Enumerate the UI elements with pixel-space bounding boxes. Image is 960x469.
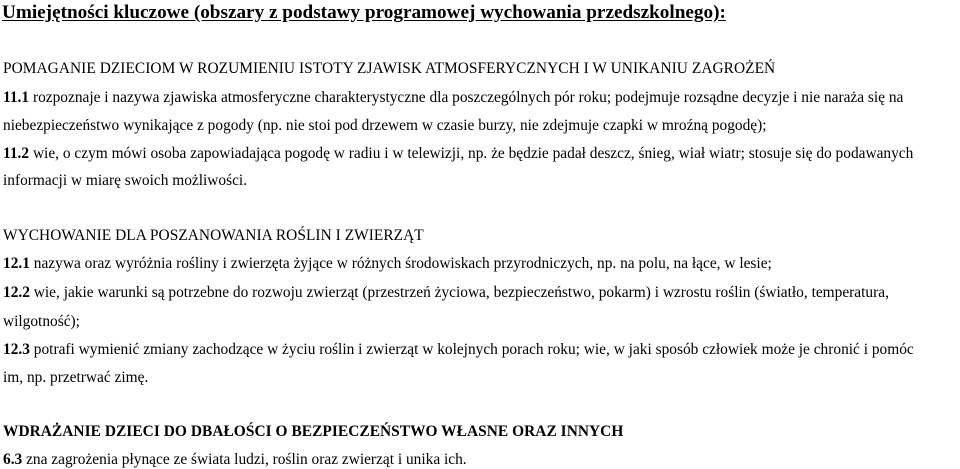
- item-11-1-line-1: [3, 89, 903, 107]
- item-6-3-line-1: [3, 451, 467, 469]
- item-number: 12.1: [3, 255, 30, 272]
- page-title: Umiejętności kluczowe (obszary z podstawy programowej wychowania przedszkolnego):: [2, 2, 726, 23]
- section-heading-weather: POMAGANIE DZIECIOM W ROZUMIENIU ISTOTY ZJAWISK ATMOSFERYCZNYCH I W UNIKANIU ZAGROŻEŃ: [3, 60, 776, 77]
- item-11-1-line-2: niebezpieczeństwo wynikające z pogody (np. nie stoi pod drzewem w czasie burzy, nie zdejmuje czapki w mroźną pogodę);: [3, 117, 767, 134]
- item-number: 11.1: [3, 89, 30, 106]
- item-number: 12.3: [3, 341, 30, 358]
- item-text: zna zagrożenia płynące ze świata ludzi, roślin oraz zwierząt i unika ich.: [22, 451, 467, 468]
- item-11-2-line-2: informacji w miarę swoich możliwości.: [3, 172, 248, 189]
- item-12-2-line-2: wilgotność);: [3, 313, 80, 330]
- item-12-1-line-1: [3, 255, 772, 273]
- item-text: rozpoznaje i nazywa zjawiska atmosferyczne charakterystyczne dla poszczególnych pór roku; podejmuje rozsądne decyzje i nie naraża się na: [29, 89, 904, 106]
- item-12-2-line-1: [3, 284, 889, 302]
- item-text: potrafi wymienić zmiany zachodzące w życiu roślin i zwierząt w kolejnych porach roku; wie, w jaki sposób człowiek może je chronić i pomóc: [29, 341, 914, 358]
- item-text: wie, jakie warunki są potrzebne do rozwoju zwierząt (przestrzeń życiowa, bezpieczeństwo, pokarm) i wzrostu roślin (światło, temperatura,: [29, 284, 889, 301]
- item-number: 6.3: [3, 451, 23, 468]
- item-text: wie, o czym mówi osoba zapowiadająca pogodę w radiu i w telewizji, np. że będzie padał deszcz, śnieg, wiał wiatr; stosuje się do podawanych: [29, 145, 914, 162]
- item-number: 11.2: [3, 145, 30, 162]
- section-heading-nature: WYCHOWANIE DLA POSZANOWANIA ROŚLIN I ZWIERZĄT: [3, 227, 424, 244]
- section-heading-safety: WDRAŻANIE DZIECI DO DBAŁOŚCI O BEZPIECZEŃSTWO WŁASNE ORAZ INNYCH: [3, 423, 624, 440]
- item-11-2-line-1: [3, 145, 913, 163]
- item-text: nazywa oraz wyróżnia rośliny i zwierzęta żyjące w różnych środowiskach przyrodniczych, np. na polu, na łące, w lesie;: [29, 255, 772, 272]
- item-12-3-line-2: im, np. przetrwać zimę.: [3, 369, 149, 386]
- item-number: 12.2: [3, 284, 30, 301]
- item-12-3-line-1: [3, 341, 914, 359]
